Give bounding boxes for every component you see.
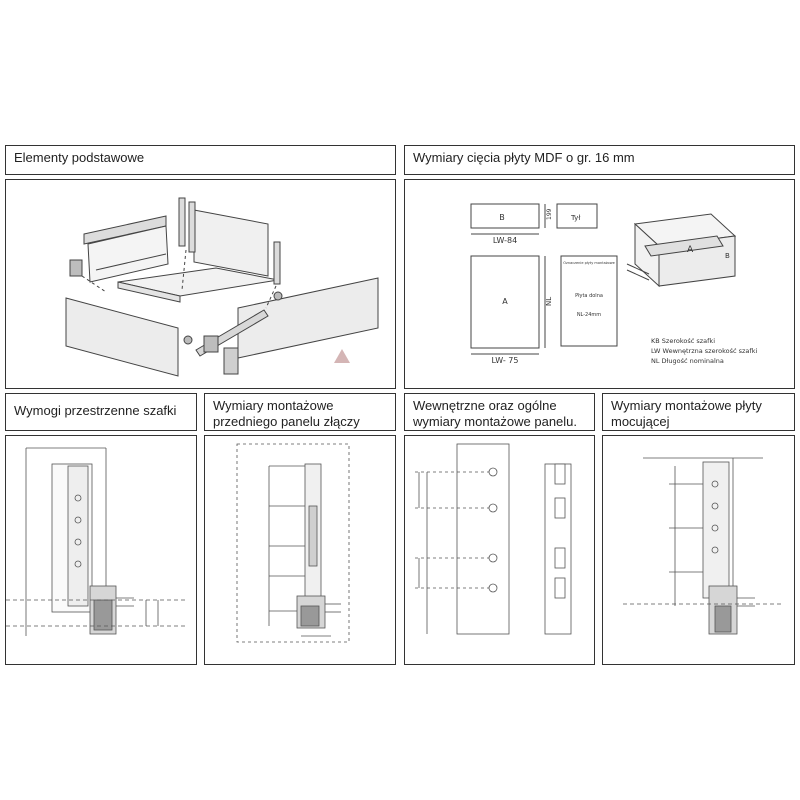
card-dim: NL-24mm bbox=[576, 312, 602, 318]
space-requirements-drawing bbox=[6, 436, 196, 664]
legend-lw: LW Wewnętrzna szerokość szafki bbox=[651, 347, 758, 355]
integra-logo bbox=[328, 345, 458, 375]
header-cut-dimensions bbox=[404, 145, 795, 175]
header-front-mount-line2: przedniego panelu złączy bbox=[213, 414, 360, 429]
header-front-mount-line1: Wymiary montażowe bbox=[213, 398, 334, 413]
header-front-mount bbox=[204, 393, 396, 431]
iso-label-a: A bbox=[687, 245, 694, 255]
header-plate-mount bbox=[602, 393, 795, 431]
cut-dim-lw84: LW-84 bbox=[492, 236, 518, 245]
legend-kb: KB Szerokość szafki bbox=[651, 337, 716, 345]
header-plate-mount-line2: mocującej bbox=[611, 414, 670, 429]
panel-panel-mount bbox=[404, 435, 595, 665]
cut-dim-b-height: 199 bbox=[546, 208, 553, 220]
cut-dimensions-drawing bbox=[405, 180, 794, 388]
cut-label-b: B bbox=[499, 213, 505, 222]
header-panel-mount-line1: Wewnętrzne oraz ogólne bbox=[413, 398, 557, 413]
panel-space-requirements bbox=[5, 435, 197, 665]
cut-back-label: Tył bbox=[571, 214, 581, 222]
panel-plate-mount bbox=[602, 435, 795, 665]
cut-dim-nl: NL bbox=[545, 296, 553, 306]
cut-label-a: A bbox=[502, 297, 508, 306]
header-plate-mount-line1: Wymiary montażowe płyty bbox=[611, 398, 762, 413]
integra-logo-mark bbox=[328, 345, 458, 375]
panel-front-mount bbox=[204, 435, 396, 665]
header-panel-mount bbox=[404, 393, 595, 431]
header-space-requirements bbox=[5, 393, 197, 431]
header-basic-elements-text: Elementy podstawowe bbox=[14, 150, 145, 165]
plate-mount-drawing bbox=[603, 436, 794, 664]
front-mount-drawing bbox=[205, 436, 395, 664]
header-basic-elements bbox=[5, 145, 396, 175]
iso-label-b: B bbox=[725, 252, 730, 260]
header-space-requirements-text: Wymogi przestrzenne szafki bbox=[14, 403, 177, 418]
cut-dim-lw75: LW- 75 bbox=[491, 356, 519, 365]
header-panel-mount-line2: wymiary montażowe panelu. bbox=[413, 414, 578, 429]
card-bottom-label: Płyta dolna bbox=[575, 293, 603, 299]
legend-nl: NL Długość nominalna bbox=[651, 357, 724, 365]
card-title: Oznaczenie płyty montażowe bbox=[563, 261, 615, 265]
panel-cut-dimensions bbox=[404, 179, 795, 389]
panel-mount-drawing bbox=[405, 436, 594, 664]
header-cut-dimensions-text: Wymiary cięcia płyty MDF o gr. 16 mm bbox=[413, 150, 635, 165]
